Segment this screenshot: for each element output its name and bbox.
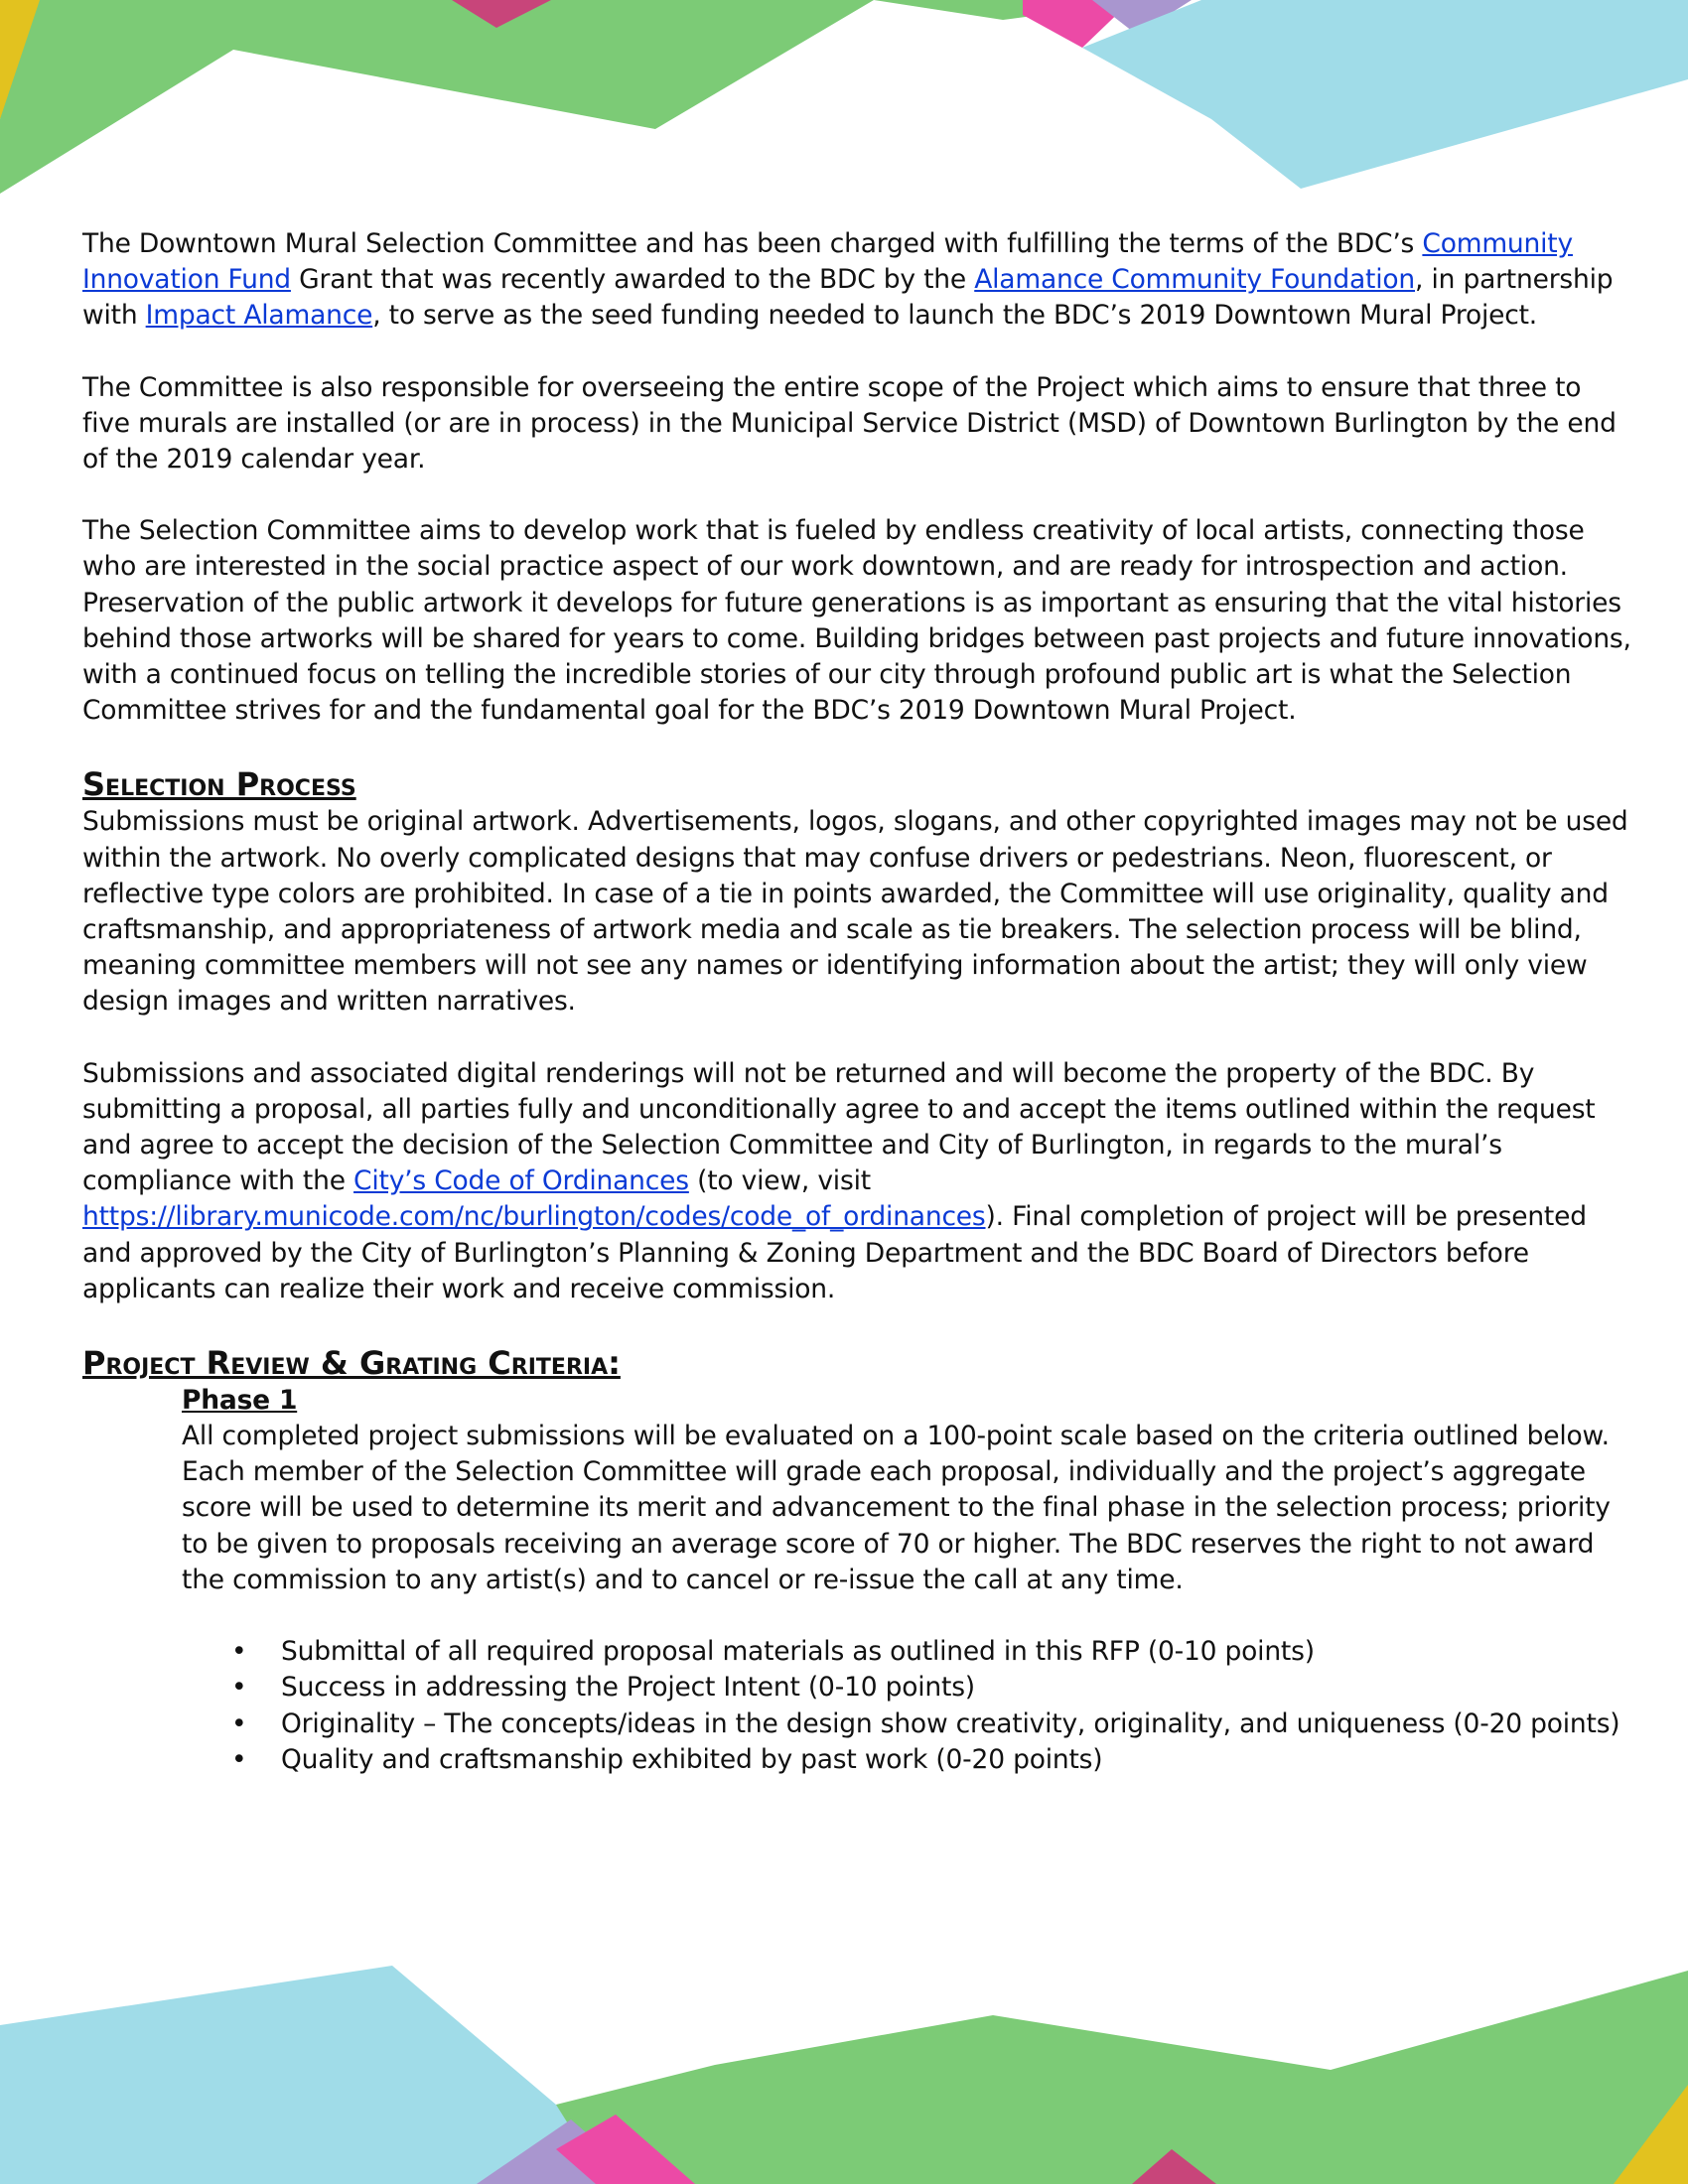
phase-1-section bbox=[182, 1383, 1631, 1598]
bullet-icon: • bbox=[231, 1672, 247, 1704]
submissions-paragraph bbox=[82, 1056, 1631, 1307]
bottom-green-shape bbox=[556, 1971, 1688, 2184]
selection-process-heading: Selection Process bbox=[82, 765, 356, 804]
intro-text-4: , to serve as the seed funding needed to launch the BDC’s 2019 Downtown Mural Project. bbox=[372, 300, 1538, 332]
criteria-text: Originality – The concepts/ideas in the design show creativity, originality, and uniqueness (0-20 points) bbox=[281, 1707, 1620, 1739]
review-criteria-heading: Project Review & Grating Criteria: bbox=[82, 1344, 621, 1383]
submissions-text-3: ). Final completion of project will be presented and approved by the City of Burlington’s Planning & Zoning Department and the BDC Board of Directors before applicants can realize their work and receive commission. bbox=[82, 1201, 1587, 1304]
list-item bbox=[182, 1706, 1631, 1742]
list-item bbox=[182, 1670, 1631, 1706]
submissions-text-1: Submissions and associated digital renderings will not be returned and will become the property of the BDC. By submitting a proposal, all parties fully and unconditionally agree to and accept the items outlined within the request and agree to accept the decision of the Selection Committee and City of Burlington, in regards to the mural’s compliance with the bbox=[82, 1057, 1596, 1197]
top-decorative-shapes bbox=[0, 0, 1688, 199]
submissions-text-2: (to view, visit bbox=[688, 1165, 871, 1197]
criteria-text: Quality and craftsmanship exhibited by past work (0-20 points) bbox=[281, 1743, 1103, 1775]
alamance-community-foundation-link[interactable]: Alamance Community Foundation bbox=[974, 264, 1416, 296]
top-blue-shape bbox=[1082, 0, 1688, 189]
municode-url-link[interactable]: https://library.municode.com/nc/burlington/codes/code_of_ordinances bbox=[82, 1201, 986, 1233]
intro-text-2: Grant that was recently awarded to the BDC by the bbox=[290, 264, 975, 296]
list-item bbox=[182, 1634, 1631, 1670]
intro-text-3: , in partnership with bbox=[82, 264, 1614, 332]
criteria-text: Submittal of all required proposal materials as outlined in this RFP (0-10 points) bbox=[281, 1636, 1315, 1668]
top-green-shape bbox=[0, 0, 1152, 194]
list-item bbox=[182, 1742, 1631, 1778]
code-of-ordinances-link[interactable]: City’s Code of Ordinances bbox=[353, 1165, 689, 1197]
criteria-text: Success in addressing the Project Intent (0-10 points) bbox=[281, 1672, 975, 1704]
bullet-icon: • bbox=[231, 1636, 247, 1668]
committee-scope-paragraph: The Committee is also responsible for overseeing the entire scope of the Project which aims to ensure that three to five murals are installed (or are in process) in the Municipal Service District (MSD) of Downtown Burlington by the end of the 2019 calendar year. bbox=[82, 371, 1617, 476]
bullet-icon: • bbox=[231, 1743, 247, 1775]
phase-1-title: Phase 1 bbox=[182, 1385, 298, 1417]
intro-paragraph bbox=[82, 226, 1631, 335]
phase-1-description: All completed project submissions will be evaluated on a 100-point scale based on the criteria outlined below. Each member of the Selection Committee will grade each proposal, individually and the project’s aggregate score will be used to determine its merit and advancement to the final phase in the selection process; priority to be given to proposals receiving an average score of 70 or higher. The BDC reserves the right to not award the commission to any artist(s) and to cancel or re-issue the call at any time. bbox=[182, 1421, 1611, 1595]
bullet-icon: • bbox=[231, 1707, 247, 1739]
bottom-decorative-shapes bbox=[0, 1966, 1688, 2184]
document-body bbox=[82, 226, 1631, 1778]
committee-aims-paragraph: The Selection Committee aims to develop work that is fueled by endless creativity of local artists, connecting those who are interested in the social practice aspect of our work downtown, and are ready for introspection and action. Preservation of the public artwork it develops for future generations is as important as ensuring that the vital histories behind those artworks will be shared for years to come. Building bridges between past projects and future innovations, with a continued focus on telling the incredible stories of our city through profound public art is what the Selection Committee strives for and the fundamental goal for the BDC’s 2019 Downtown Mural Project. bbox=[82, 515, 1631, 727]
intro-text-1: The Downtown Mural Selection Committee and has been charged with fulfilling the terms of the BDC’s bbox=[82, 228, 1423, 259]
criteria-list bbox=[182, 1634, 1631, 1778]
impact-alamance-link[interactable]: Impact Alamance bbox=[145, 300, 373, 332]
selection-rules-paragraph: Submissions must be original artwork. Advertisements, logos, slogans, and other copyrighted images may not be used within the artwork. No overly complicated designs that may confuse drivers or pedestrians. Neon, fluorescent, or reflective type colors are prohibited. In case of a tie in points awarded, the Committee will use originality, quality and craftsmanship, and appropriateness of artwork media and scale as tie breakers. The selection process will be blind, meaning committee members will not see any names or identifying information about the artist; they will only view design images and written narratives. bbox=[82, 806, 1628, 1018]
community-innovation-fund-link[interactable]: Community Innovation Fund bbox=[82, 228, 1573, 296]
